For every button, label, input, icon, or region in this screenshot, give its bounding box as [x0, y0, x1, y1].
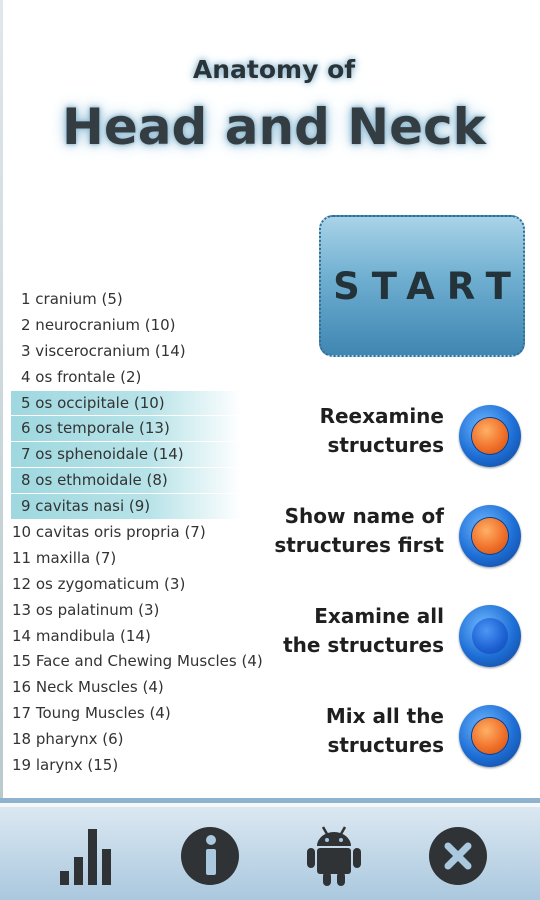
- option-examine-all-label: [184, 602, 444, 660]
- page-title: Head and Neck: [62, 98, 486, 156]
- chapter-item[interactable]: 19 larynx (15): [12, 756, 119, 775]
- chapter-item[interactable]: 14 mandibula (14): [12, 626, 151, 645]
- chapter-item-selected[interactable]: 5 os occipitale (10): [11, 391, 241, 417]
- radio-on-indicator: [472, 718, 508, 754]
- chapter-item[interactable]: 2 neurocranium (10): [21, 315, 176, 334]
- radio-on-indicator: [472, 518, 508, 554]
- option-show-names-label: [184, 502, 444, 560]
- option-examine-all-toggle[interactable]: [459, 605, 521, 667]
- chapter-item[interactable]: 17 Toung Muscles (4): [12, 704, 171, 723]
- chapter-item[interactable]: 15 Face and Chewing Muscles (4): [12, 652, 263, 671]
- option-line: Examine all: [314, 604, 444, 628]
- title-small: Anatomy of: [192, 55, 356, 84]
- chapter-item-selected[interactable]: 9 cavitas nasi (9): [11, 494, 241, 520]
- option-line: structures: [327, 733, 444, 757]
- bar-chart-icon: [57, 825, 115, 887]
- chapter-item[interactable]: 1 cranium (5): [21, 290, 123, 308]
- option-reexamine-toggle[interactable]: [459, 405, 521, 467]
- chapter-item[interactable]: 11 maxilla (7): [12, 548, 117, 567]
- chapter-item[interactable]: 16 Neck Muscles (4): [12, 678, 164, 697]
- option-line: Mix all the: [325, 704, 444, 728]
- close-icon: [427, 825, 489, 887]
- chapter-item-selected[interactable]: 8 os ethmoidale (8): [11, 468, 241, 494]
- option-line: Reexamine: [319, 404, 444, 428]
- start-button[interactable]: [319, 215, 525, 357]
- chapter-item[interactable]: 4 os frontale (2): [21, 367, 142, 386]
- radio-on-indicator: [472, 418, 508, 454]
- toolbar-divider: [0, 803, 540, 807]
- android-button[interactable]: [299, 821, 369, 891]
- chapter-item-selected[interactable]: 7 os sphenoidale (14): [11, 442, 241, 468]
- chapter-item[interactable]: 13 os palatinum (3): [12, 600, 160, 619]
- option-line: Show name of: [284, 504, 444, 528]
- radio-off-indicator: [472, 618, 508, 654]
- option-reexamine-label: [184, 402, 444, 460]
- exit-button[interactable]: [423, 821, 493, 891]
- statistics-button[interactable]: [51, 821, 121, 891]
- option-line: structures first: [274, 533, 444, 557]
- chapter-item[interactable]: 3 viscerocranium (14): [21, 341, 186, 360]
- chapter-item[interactable]: 12 os zygomaticum (3): [12, 574, 186, 593]
- bottom-toolbar: [0, 798, 540, 900]
- option-mix-all-toggle[interactable]: [459, 705, 521, 767]
- chapter-item-selected[interactable]: 6 os temporale (13): [11, 416, 241, 442]
- chapter-item[interactable]: 18 pharynx (6): [12, 730, 124, 749]
- chapter-item[interactable]: 10 cavitas oris propria (7): [12, 523, 206, 542]
- info-icon: [179, 825, 241, 887]
- option-show-names-toggle[interactable]: [459, 505, 521, 567]
- option-line: structures: [327, 433, 444, 457]
- start-button-label: START: [333, 264, 523, 308]
- option-mix-all-label: [184, 702, 444, 760]
- option-line: the structures: [283, 633, 444, 657]
- info-button[interactable]: [175, 821, 245, 891]
- android-icon: [306, 824, 362, 888]
